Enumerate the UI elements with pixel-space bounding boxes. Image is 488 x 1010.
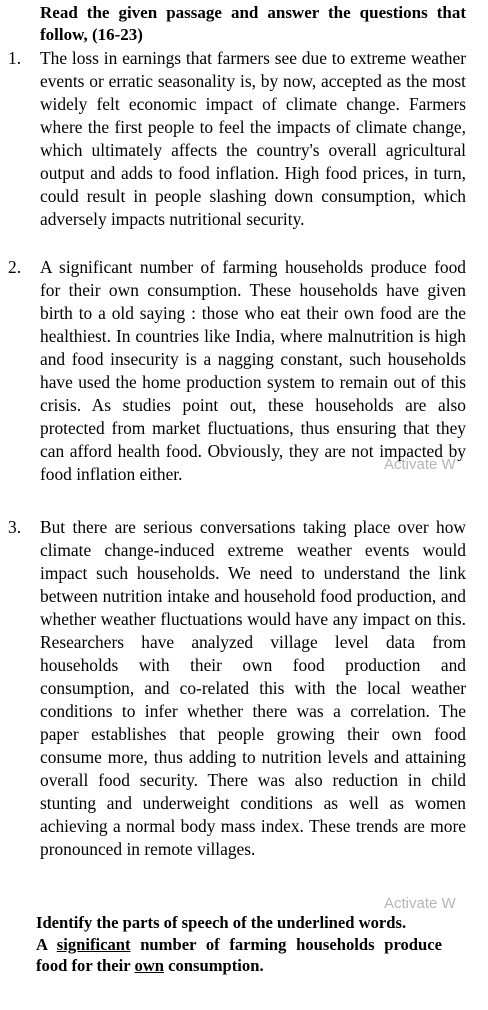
paragraph-number: 3.	[8, 517, 22, 537]
sentence-text: A	[36, 934, 57, 954]
paragraph-text: A significant number of farming households produce food for their own consumption. These households have given birth to a old saying : those who eat their own food are the healthiest. In countries like India, where malnutrition is high and food insecurity is a nagging constant, such households have used the home production system to remain out of this crisis. As studies point out, these households are also protected from market fluctuations, thus ensuring that they can afford health food. Obviously, they are not impacted by food inflation either.	[40, 257, 466, 484]
activation-watermark: Activate W	[384, 895, 456, 912]
paragraph-2	[8, 256, 466, 486]
paragraph-text: But there are serious conversations taking place over how climate change-induced extreme weather events would impact such households. We need to understand the link between nutrition intake and household food production, and whether weather fluctuations would have any impact on this. Researchers have analyzed village level data from households with their own food production and consumption, and co-related this with the local weather conditions to infer whether there was a correlation. The paper establishes that people growing their own food consume more, thus adding to nutrition levels and attaining overall food security. There was also reduction in child stunting and underweight conditions as well as women achieving a normal body mass index. These trends are more pronounced in remote villages.	[40, 517, 466, 859]
question-instruction: Identify the parts of speech of the underlined words.	[36, 913, 407, 932]
underlined-word: own	[134, 956, 164, 975]
sentence-text: consumption.	[164, 956, 264, 975]
paragraph-number: 2.	[8, 257, 22, 277]
paragraph-3	[8, 516, 466, 861]
question-block	[36, 912, 442, 977]
passage-heading: Read the given passage and answer the questions that follow, (16-23)	[40, 3, 466, 44]
sentence-text: number of farming households produce food for their	[36, 934, 442, 975]
paragraph-number: 1.	[8, 48, 22, 68]
paragraph-1	[8, 47, 466, 231]
underlined-word: significant	[56, 934, 131, 954]
paragraph-text: The loss in earnings that farmers see due to extreme weather events or erratic seasonality is, by now, accepted as the most widely felt economic impact of climate change. Farmers where the first people to feel the impacts of climate change, which ultimately affects the country's overall agricultural output and adds to food inflation. High food prices, in turn, could result in people slashing down consumption, which adversely impacts nutritional security.	[40, 48, 466, 229]
activation-watermark: Activate W	[384, 456, 456, 473]
question-sentence	[36, 934, 442, 977]
